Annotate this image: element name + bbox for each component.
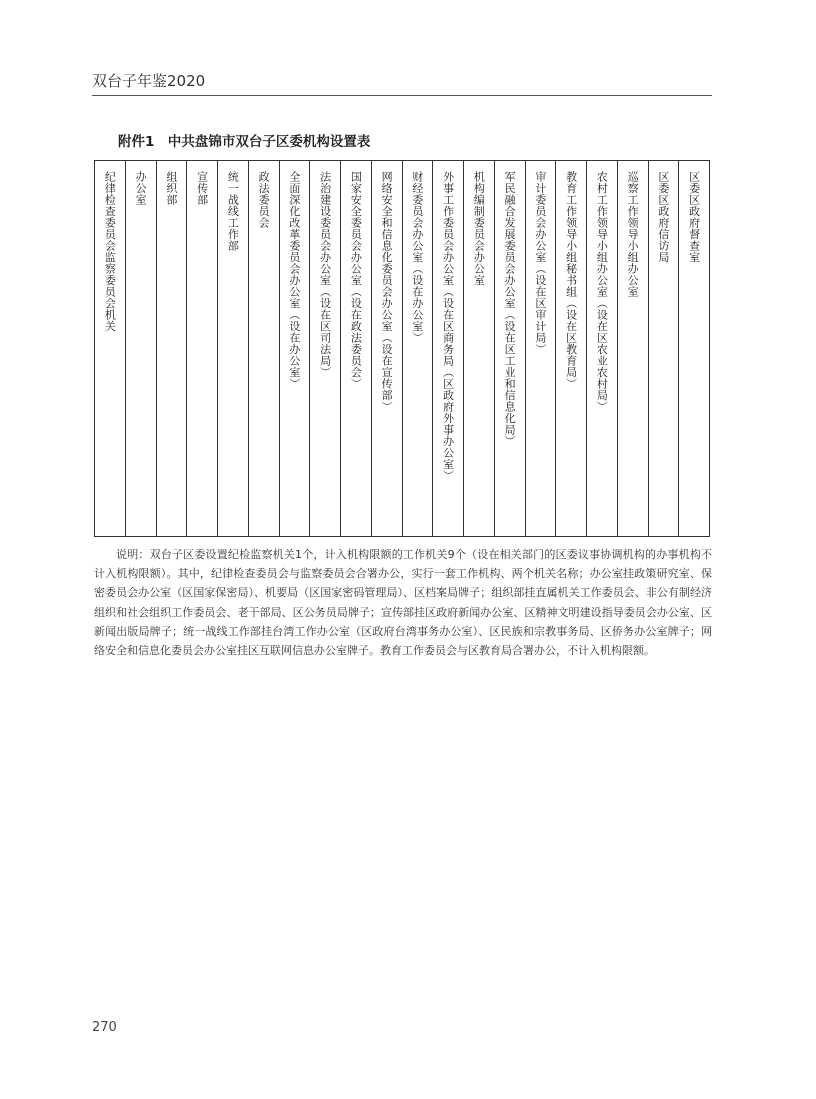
column-label: 区委区政府督查室 — [687, 171, 701, 263]
column-label: 政法委员会 — [257, 171, 271, 229]
header-divider — [92, 95, 712, 96]
table-column — [587, 161, 618, 536]
column-label: 区委区政府信访局 — [656, 171, 670, 263]
column-label: 纪律检查委员会监察委员会机关 — [103, 171, 117, 332]
table-column — [495, 161, 526, 536]
column-label: 组织部 — [164, 171, 178, 206]
note-label: 说明： — [116, 548, 150, 561]
table-column — [280, 161, 311, 536]
column-label: 财经委员会办公室（设在办公室） — [410, 171, 424, 344]
column-label: 宣传部 — [195, 171, 209, 206]
table-column — [372, 161, 403, 536]
organization-table — [94, 160, 710, 537]
table-column — [526, 161, 557, 536]
table-column — [618, 161, 649, 536]
note-text: 双台子区委设置纪检监察机关1个，计入机构限额的工作机关9个（设在相关部门的区委议事协调机构的办事机构不计入机构限额）。其中，纪律检查委员会与监察委员会合署办公，实行一套工作机构、两个机关名称；办公室挂政策研究室、保密委员会办公室（区国家保密局）、机要局（区国家密码管理局）、区档案局牌子；组织部挂直属机关工作委员会、非公有制经济组织和社会组织工作委员会、老干部局、区公务员局牌子；宣传部挂区政府新闻办公室、区精神文明建设指导委员会办公室、区新闻出版局牌子；统一战线工作部挂台湾工作办公室（区政府台湾事务办公室）、区民族和宗教事务局、区侨务办公室牌子；网络安全和信息化委员会办公室挂区互联网信息办公室牌子。教育工作委员会与区教育局合署办公，不计入机构限额。 — [94, 548, 713, 658]
table-column — [679, 161, 709, 536]
column-label: 巡察工作领导小组办公室 — [626, 171, 640, 298]
column-label: 农村工作领导小组办公室（设在区农业农村局） — [595, 171, 609, 413]
table-column — [95, 161, 126, 536]
table-column — [341, 161, 372, 536]
column-label: 统一战线工作部 — [226, 171, 240, 252]
table-column — [649, 161, 680, 536]
table-column — [556, 161, 587, 536]
table-column — [218, 161, 249, 536]
page-number: 270 — [92, 1020, 117, 1035]
column-label: 机构编制委员会办公室 — [472, 171, 486, 286]
column-label: 全面深化改革委员会办公室（设在办公室） — [287, 171, 301, 390]
column-label: 网络安全和信息化委员会办公室（设在宣传部） — [380, 171, 394, 413]
running-header: 双台子年鉴2020 — [92, 72, 206, 90]
column-label: 法治建设委员会办公室（设在区司法局） — [318, 171, 332, 378]
table-column — [433, 161, 464, 536]
column-label: 教育工作领导小组秘书组（设在区教育局） — [564, 171, 578, 390]
column-label: 外事工作委员会办公室（设在区商务局（区政府外事办公室） — [441, 171, 455, 482]
table-column — [126, 161, 157, 536]
table-column — [187, 161, 218, 536]
table-note — [94, 545, 712, 660]
table-caption: 附件1 中共盘锦市双台子区委机构设置表 — [118, 134, 371, 150]
column-label: 国家安全委员会办公室（设在政法委员会） — [349, 171, 363, 390]
table-column — [310, 161, 341, 536]
column-label: 军民融合发展委员会办公室（设在区工业和信息化局） — [503, 171, 517, 447]
column-label: 审计委员会办公室（设在区审计局） — [533, 171, 547, 355]
table-column — [249, 161, 280, 536]
table-column — [464, 161, 495, 536]
table-column — [403, 161, 434, 536]
column-label: 办公室 — [134, 171, 148, 206]
table-column — [157, 161, 188, 536]
